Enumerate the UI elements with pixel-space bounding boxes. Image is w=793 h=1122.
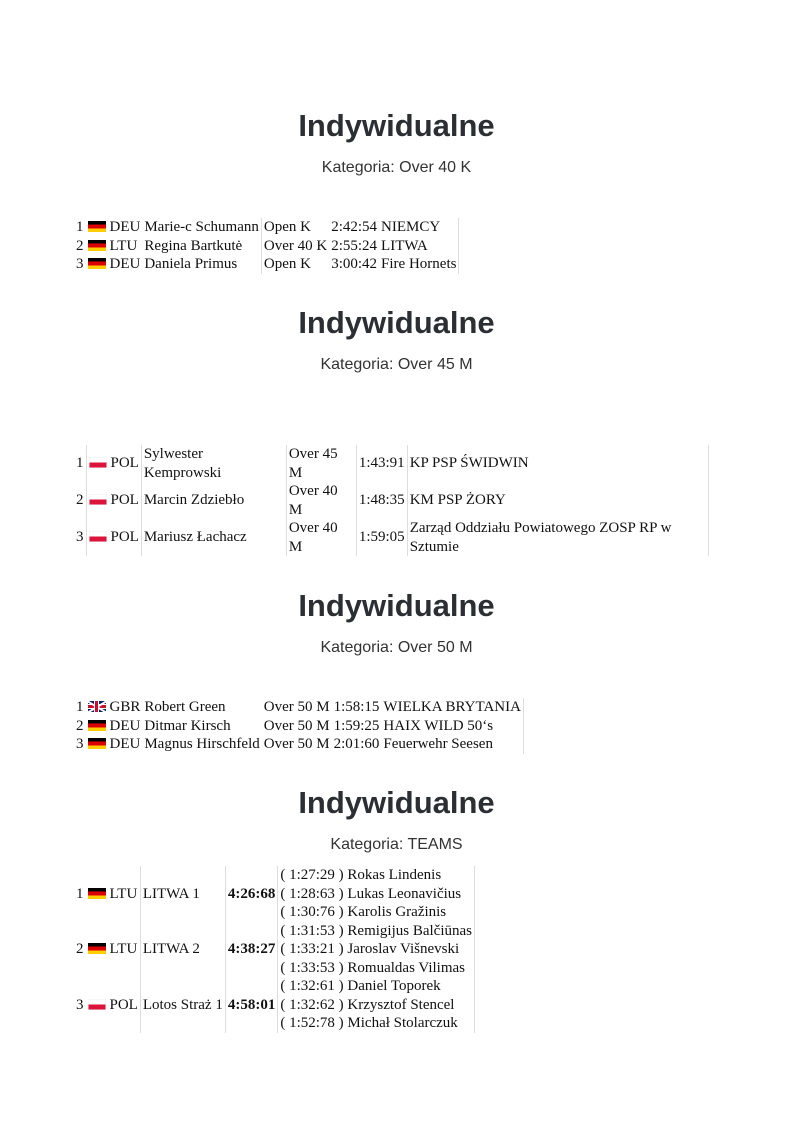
member-split: ( 1:33:21 ) [280,941,344,957]
table-row [74,218,459,237]
member [280,940,472,959]
teams-table [74,866,475,1033]
member-split: ( 1:30:76 ) [280,904,344,920]
member [280,1014,472,1033]
member [280,866,472,885]
member-name: Michał Stolarczuk [347,1015,458,1031]
member [280,959,472,978]
result-time: 2:01:60 [333,736,380,752]
table-row [74,735,523,754]
member-name: Remigijus Balčiūnas [347,922,472,939]
athlete-name: Regina Bartkutė [144,237,243,254]
athlete-category: Over 40 M [286,519,356,556]
athlete-name: Sylwester Kemprowski [141,445,286,482]
gbr-flag-icon [88,701,106,712]
pol-flag-icon [89,457,107,468]
ltu-flag-icon [88,943,106,954]
rank: 1 [76,455,84,472]
table-row [74,866,475,922]
rank: 1 [76,219,84,235]
country-code: LTU [109,941,138,957]
rank: 3 [76,996,84,1013]
result-time: 1:58:15 [333,699,380,715]
country-code: POL [110,455,139,472]
athlete-name: Ditmar Kirsch [144,717,231,734]
team-name: Feuerwehr Seesen [381,735,523,754]
member-split: ( 1:52:78 ) [280,1015,344,1031]
country-cell [86,866,141,922]
country-cell [86,445,141,482]
pol-flag-icon [88,999,106,1010]
pol-flag-icon [89,531,107,542]
country-cell [86,922,141,978]
member-name: Romualdas Vilimas [347,959,465,976]
result-time: 3:00:42 [331,256,378,272]
country-code: LTU [109,885,138,902]
athlete-category: Over 50 M [263,736,330,752]
team-name: Fire Hornets [379,255,459,274]
country-code: POL [109,996,138,1013]
deu-flag-icon [88,221,106,232]
team-time: 4:58:01 [225,977,278,1033]
team-name: KP PSP ŚWIDWIN [407,445,708,482]
country-cell [86,519,141,556]
rank: 3 [76,256,84,272]
team-name: Zarząd Oddziału Powiatowego ZOSP RP w Sztumie [407,519,708,556]
member-split: ( 1:32:62 ) [280,996,344,1013]
athlete-name: Marie-c Schumann [144,219,259,235]
table-row [74,977,475,1033]
category-label: Kategoria: Over 50 M [320,639,473,656]
member-split: ( 1:32:61 ) [280,978,344,994]
deu-flag-icon [88,258,106,269]
section-title: Indywidualne [298,108,495,143]
result-time: 1:59:25 [333,717,380,734]
team-time: 4:38:27 [225,922,278,978]
category-label: Kategoria: Over 45 M [320,356,473,373]
team-members [278,977,475,1033]
rank: 3 [76,736,84,752]
table-row [74,698,523,717]
table-row [74,255,459,274]
athlete-name: Robert Green [144,699,226,715]
section-title: Indywidualne [298,305,495,340]
member [280,903,472,922]
results-table [74,698,524,754]
team-name: LITWA 2 [140,922,225,978]
country-code: DEU [109,736,141,752]
country-code: LTU [109,237,138,254]
member-split: ( 1:31:53 ) [280,922,344,939]
member-name: Krzysztof Stencel [347,996,455,1013]
athlete-category: Over 50 M [263,699,330,715]
table-row [74,237,459,256]
team-members [278,866,475,922]
athlete-category: Over 50 M [263,717,330,734]
rank: 3 [76,529,84,546]
pol-flag-icon [89,494,107,505]
country-code: DEU [109,256,141,272]
category-label: Kategoria: TEAMS [330,836,463,853]
member-split: ( 1:28:63 ) [280,885,344,902]
table-row [74,482,708,519]
section-title: Indywidualne [298,785,495,820]
result-time: 2:42:54 [331,219,378,235]
rank: 2 [76,492,84,509]
rank: 1 [76,699,84,715]
athlete-name: Mariusz Łachacz [141,519,286,556]
team-members [278,922,475,978]
country-code: DEU [109,717,141,734]
country-cell [86,698,143,717]
athlete-category: Open K [261,218,329,237]
athlete-category: Over 40 M [286,482,356,519]
result-time: 2:55:24 [331,237,378,254]
member [280,885,472,904]
results-table [74,218,459,274]
member-name: Rokas Lindenis [347,867,442,883]
table-row [74,445,708,482]
country-code: POL [110,529,139,546]
ltu-flag-icon [88,888,106,899]
team-name: HAIX WILD 50‘s [381,717,523,736]
member [280,977,472,996]
category-label: Kategoria: Over 40 K [321,159,472,176]
team-name: LITWA 1 [140,866,225,922]
team-time: 4:26:68 [225,866,278,922]
team-name: Lotos Straż 1 [140,977,225,1033]
deu-flag-icon [88,720,106,731]
athlete-category: Over 45 M [286,445,356,482]
table-row [74,519,708,556]
member-name: Karolis Gražinis [347,904,447,920]
athlete-category: Over 40 K [261,237,329,256]
table-row [74,717,523,736]
rank: 2 [76,717,84,734]
country-cell [86,218,143,237]
deu-flag-icon [88,738,106,749]
athlete-category: Open K [261,255,329,274]
section-title: Indywidualne [298,588,495,623]
country-code: POL [110,492,139,509]
team-name: NIEMCY [379,218,459,237]
rank: 2 [76,941,84,957]
member-name: Daniel Toporek [347,978,441,994]
athlete-name: Daniela Primus [144,256,238,272]
country-cell [86,255,143,274]
country-code: GBR [109,699,141,715]
member [280,996,472,1015]
result-time: 1:43:91 [356,445,407,482]
country-code: DEU [109,219,141,235]
member [280,922,472,941]
team-name: WIELKA BRYTANIA [381,698,523,717]
country-cell [86,237,143,256]
result-time: 1:48:35 [356,482,407,519]
country-cell [86,717,143,736]
result-time: 1:59:05 [356,519,407,556]
athlete-name: Magnus Hirschfeld [144,736,260,752]
rank: 2 [76,237,84,254]
table-row [74,922,475,978]
team-name: KM PSP ŻORY [407,482,708,519]
member-split: ( 1:27:29 ) [280,867,344,883]
member-split: ( 1:33:53 ) [280,959,344,976]
country-cell [86,482,141,519]
country-cell [86,977,141,1033]
member-name: Jaroslav Višnevski [347,941,460,957]
results-table [74,445,709,556]
rank: 1 [76,885,84,902]
team-name: LITWA [379,237,459,256]
athlete-name: Marcin Zdziebło [141,482,286,519]
member-name: Lukas Leonavičius [347,885,462,902]
country-cell [86,735,143,754]
ltu-flag-icon [88,240,106,251]
